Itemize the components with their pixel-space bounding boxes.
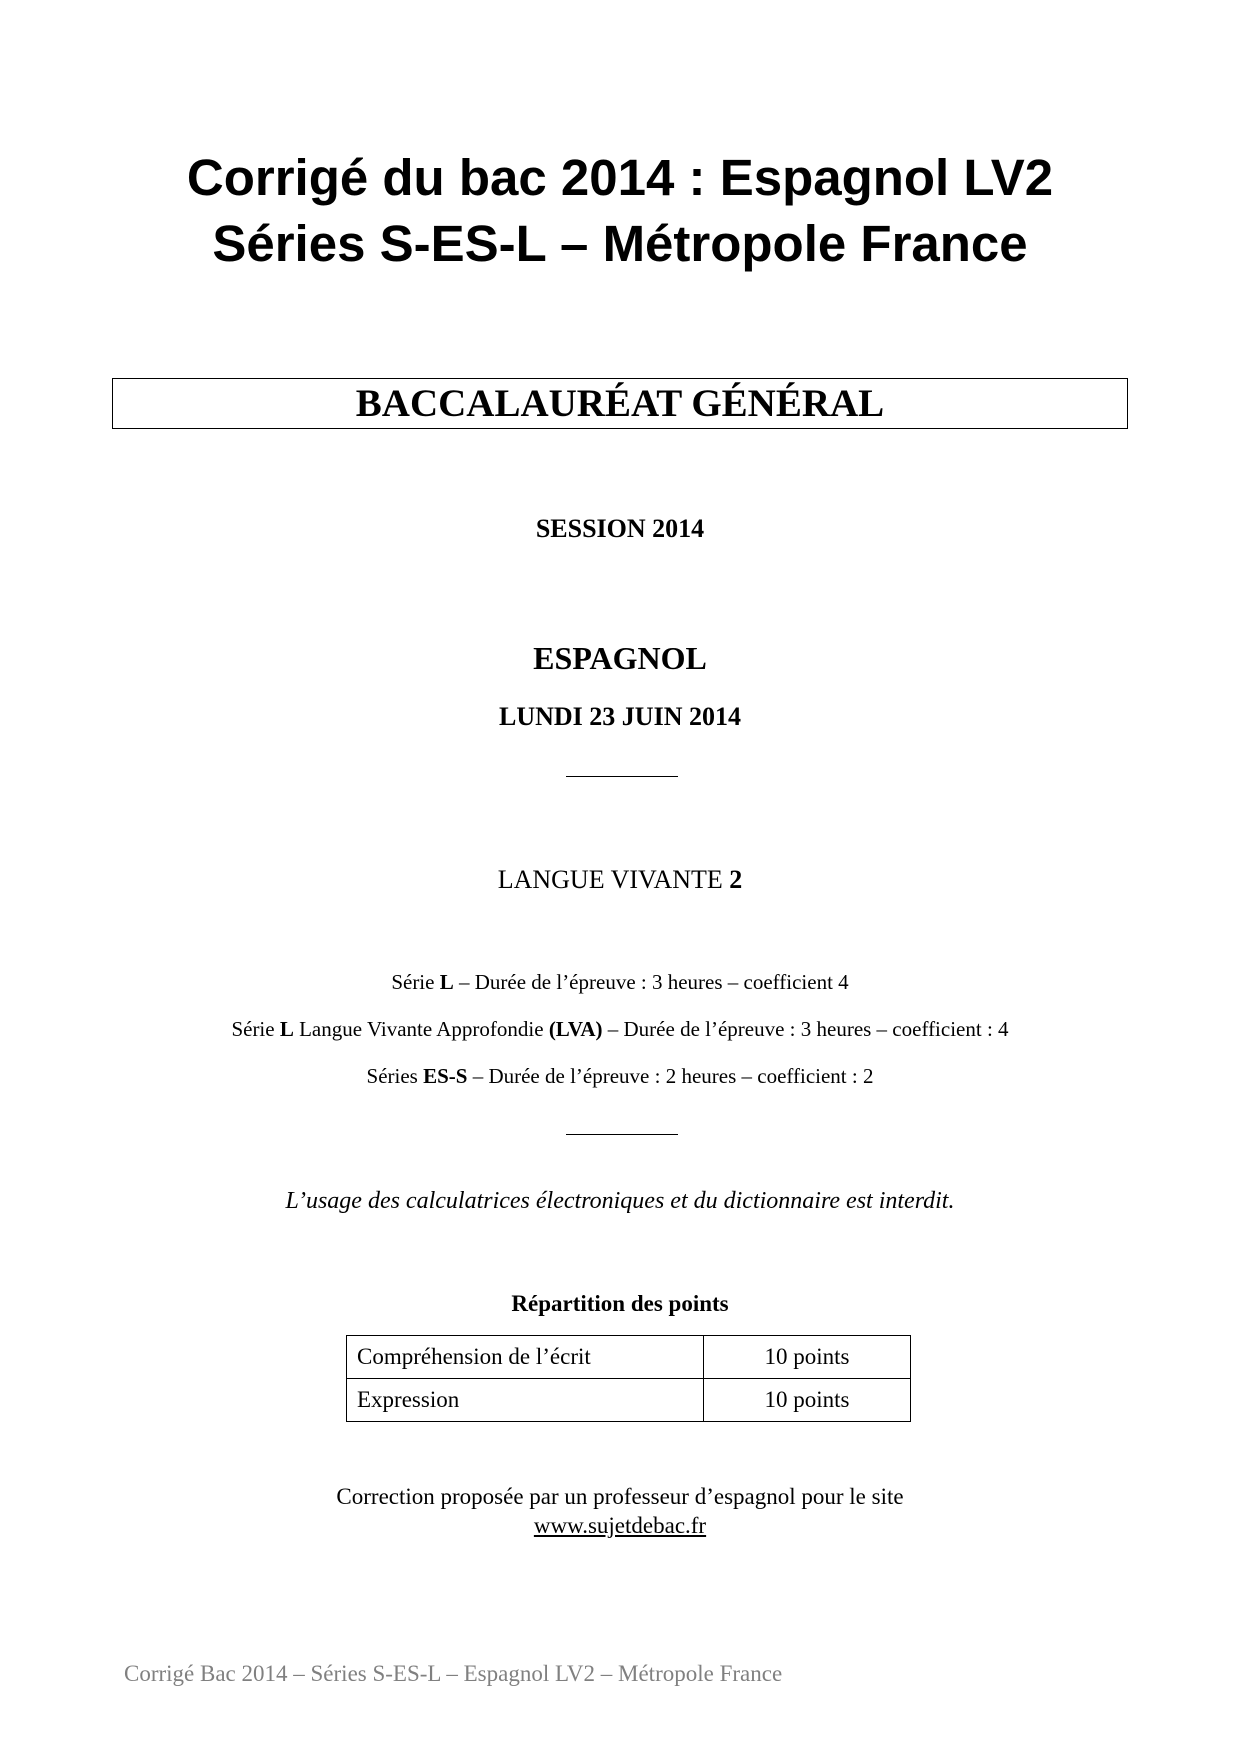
separator-rule [566,776,678,777]
calculator-notice: L’usage des calculatrices électroniques et du dictionnaire est interdit. [285,1188,955,1214]
separator-rule [566,1134,678,1135]
series-line [0,969,1240,995]
series-text: Série [391,970,440,994]
series-text: Séries [366,1064,424,1088]
series-text: Langue Vivante Approfondie [293,1017,549,1041]
table-cell-value: 10 points [704,1336,911,1379]
series-line [0,1016,1240,1042]
baccalaureat-heading-box: BACCALAURÉAT GÉNÉRAL [112,378,1128,429]
session-label: SESSION 2014 [535,514,705,543]
series-text: Série [231,1017,280,1041]
series-text: – Durée de l’épreuve : 3 heures – coefficient 4 [453,970,849,994]
series-text: – Durée de l’épreuve : 3 heures – coefficient : 4 [602,1017,1009,1041]
points-table [346,1335,911,1422]
series-bold: L [439,970,454,994]
series-bold: L [279,1017,294,1041]
points-table-title: Répartition des points [511,1291,729,1316]
language-level [0,865,1240,895]
table-row [347,1336,911,1379]
subject-label: ESPAGNOL [533,640,707,676]
site-link[interactable]: www.sujetdebac.fr [533,1513,707,1538]
language-level-text: LANGUE VIVANTE [497,865,730,894]
series-bold: ES-S [423,1064,468,1088]
page-title-line-1: Corrigé du bac 2014 : Espagnol LV2 [186,149,1054,206]
series-bold: (LVA) [548,1017,603,1041]
table-row [347,1379,911,1422]
credit-text: Correction proposée par un professeur d’espagnol pour le site [336,1484,904,1509]
page-title-line-2: Séries S-ES-L – Métropole France [212,215,1028,272]
table-cell-label: Expression [347,1379,704,1422]
page-footer: Corrigé Bac 2014 – Séries S-ES-L – Espagnol LV2 – Métropole France [124,1661,783,1686]
series-text: – Durée de l’épreuve : 2 heures – coefficient : 2 [467,1064,874,1088]
language-level-number: 2 [729,865,743,894]
series-line [0,1063,1240,1089]
table-cell-label: Compréhension de l’écrit [347,1336,704,1379]
table-cell-value: 10 points [704,1379,911,1422]
exam-date: LUNDI 23 JUIN 2014 [499,702,741,731]
